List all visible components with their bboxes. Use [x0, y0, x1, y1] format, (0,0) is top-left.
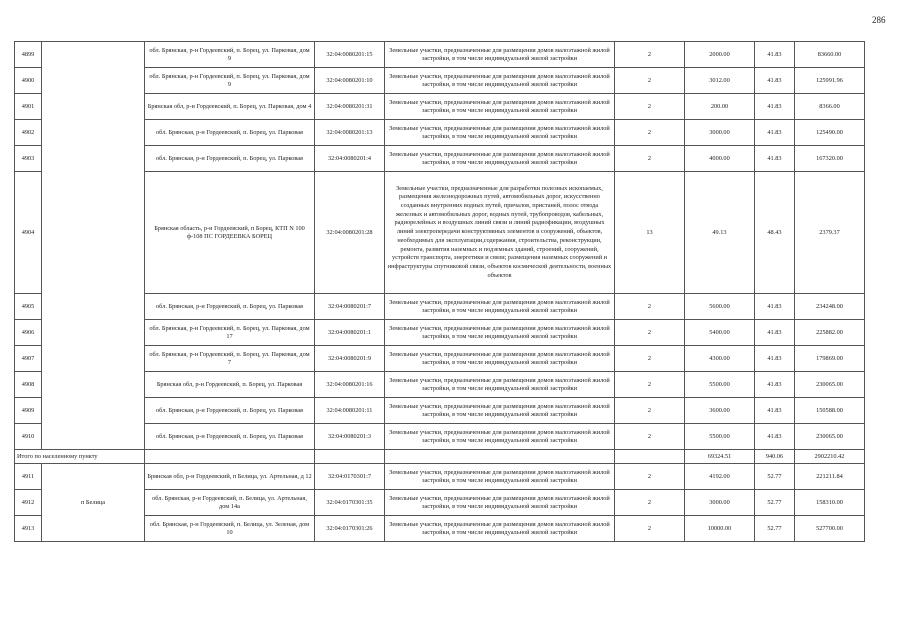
- land-use-cell: Земельные участки, предназначенные для размещения домов малоэтажной жилой застройки, в том числе индивидуальной жилой застройки: [385, 294, 615, 320]
- cadastral-number-cell: 32:04:0080201:28: [315, 172, 385, 294]
- area-cell: 2000.00: [685, 42, 755, 68]
- cadastral-number-cell: 32:04:0080201:31: [315, 94, 385, 120]
- specific-value-cell: 41.83: [755, 294, 795, 320]
- cadastral-number-cell: 32:04:0080201:10: [315, 68, 385, 94]
- cadastral-value-cell: 125991.96: [795, 68, 865, 94]
- area-cell: 5400.00: [685, 320, 755, 346]
- category-cell: 2: [615, 68, 685, 94]
- total-cadastral-value-cell: 2902210.42: [795, 450, 865, 464]
- cadastral-value-cell: 234248.00: [795, 294, 865, 320]
- row-number: 4905: [15, 294, 42, 320]
- address-cell: Брянская область, р-н Гордеевский, п Борец, КТП N 100 ф-108 ПС ГОРДЕЕВКА БОРЕЦ: [145, 172, 315, 294]
- cadastral-value-cell: 2379.37: [795, 172, 865, 294]
- row-number: 4900: [15, 68, 42, 94]
- area-cell: 4300.00: [685, 346, 755, 372]
- land-use-cell: Земельные участки, предназначенные для размещения домов малоэтажной жилой застройки, в том числе индивидуальной жилой застройки: [385, 398, 615, 424]
- land-use-cell: Земельные участки, предназначенные для размещения домов малоэтажной жилой застройки, в том числе индивидуальной жилой застройки: [385, 320, 615, 346]
- empty-cell: [145, 450, 315, 464]
- row-number: 4902: [15, 120, 42, 146]
- address-cell: Брянская обл, р-н Гордеевский, п. Борец, ул. Парковая: [145, 372, 315, 398]
- area-cell: 5500.00: [685, 372, 755, 398]
- cadastral-number-cell: 32:04:0080201:16: [315, 372, 385, 398]
- address-cell: обл. Брянская, р-н Гордеевский, п. Борец, ул. Парковая: [145, 120, 315, 146]
- land-use-cell: Земельные участки, предназначенные для размещения домов малоэтажной жилой застройки, в том числе индивидуальной жилой застройки: [385, 424, 615, 450]
- specific-value-cell: 52.77: [755, 490, 795, 516]
- cadastral-table: [14, 41, 865, 542]
- cadastral-number-cell: 32:04:0080201:9: [315, 346, 385, 372]
- specific-value-cell: 41.83: [755, 68, 795, 94]
- cadastral-number-cell: 32:04:0170301:35: [315, 490, 385, 516]
- category-cell: 2: [615, 516, 685, 542]
- row-number: 4909: [15, 398, 42, 424]
- area-cell: 3000.00: [685, 120, 755, 146]
- total-row: [15, 450, 865, 464]
- area-cell: 200.00: [685, 94, 755, 120]
- category-cell: 13: [615, 172, 685, 294]
- specific-value-cell: 48.43: [755, 172, 795, 294]
- row-number: 4899: [15, 42, 42, 68]
- row-number: 4901: [15, 94, 42, 120]
- row-number: 4904: [15, 172, 42, 294]
- area-cell: 4000.00: [685, 146, 755, 172]
- total-label: Итого по населенному пункту: [15, 450, 145, 464]
- cadastral-number-cell: 32:04:0080201:13: [315, 120, 385, 146]
- area-cell: 4192.00: [685, 464, 755, 490]
- specific-value-cell: 41.83: [755, 120, 795, 146]
- category-cell: 2: [615, 372, 685, 398]
- cadastral-number-cell: 32:04:0080201:15: [315, 42, 385, 68]
- address-cell: обл. Брянская, р-н Гордеевский, п. Борец, ул. Парковая: [145, 424, 315, 450]
- category-cell: 2: [615, 294, 685, 320]
- category-cell: 2: [615, 424, 685, 450]
- specific-value-cell: 41.83: [755, 320, 795, 346]
- cadastral-value-cell: 167320.00: [795, 146, 865, 172]
- row-number: 4903: [15, 146, 42, 172]
- cadastral-value-cell: 225882.00: [795, 320, 865, 346]
- specific-value-cell: 41.83: [755, 398, 795, 424]
- row-number: 4908: [15, 372, 42, 398]
- specific-value-cell: 52.77: [755, 516, 795, 542]
- cadastral-number-cell: 32:04:0170301:26: [315, 516, 385, 542]
- address-cell: обл. Брянская, р-н Гордеевский, п. Борец, ул. Парковая, дом 17: [145, 320, 315, 346]
- specific-value-cell: 41.83: [755, 94, 795, 120]
- category-cell: 2: [615, 146, 685, 172]
- cadastral-number-cell: 32:04:0080201:1: [315, 320, 385, 346]
- address-cell: обл. Брянская, р-н Гордеевский, п. Борец, ул. Парковая, дом 7: [145, 346, 315, 372]
- area-cell: 3012.00: [685, 68, 755, 94]
- land-use-cell: Земельные участки, предназначенные для размещения домов малоэтажной жилой застройки, в том числе индивидуальной жилой застройки: [385, 146, 615, 172]
- table-row: [15, 464, 865, 490]
- address-cell: обл. Брянская, р-н Гордеевский, п. Борец, ул. Парковая: [145, 146, 315, 172]
- total-area-cell: 69324.51: [685, 450, 755, 464]
- category-cell: 2: [615, 120, 685, 146]
- address-cell: обл. Брянская, р-н Гордеевский, п. Борец, ул. Парковая: [145, 398, 315, 424]
- cadastral-number-cell: 32:04:0170301:7: [315, 464, 385, 490]
- address-cell: Брянская обл, р-н Гордеевский, п Белица, ул. Артельная, д 12: [145, 464, 315, 490]
- empty-cell: [315, 450, 385, 464]
- row-number: 4906: [15, 320, 42, 346]
- locality-cell: п Белица: [42, 464, 145, 542]
- specific-value-cell: 41.83: [755, 146, 795, 172]
- total-specific-value-cell: 940.06: [755, 450, 795, 464]
- category-cell: 2: [615, 42, 685, 68]
- category-cell: 2: [615, 464, 685, 490]
- specific-value-cell: 41.83: [755, 42, 795, 68]
- cadastral-value-cell: 158310.00: [795, 490, 865, 516]
- cadastral-value-cell: 221211.84: [795, 464, 865, 490]
- land-use-cell: Земельные участки, предназначенные для размещения домов малоэтажной жилой застройки, в том числе индивидуальной жилой застройки: [385, 346, 615, 372]
- category-cell: 2: [615, 346, 685, 372]
- address-cell: обл. Брянская, р-н Гордеевский, п. Белица, ул. Зеленая, дом 10: [145, 516, 315, 542]
- cadastral-value-cell: 179869.00: [795, 346, 865, 372]
- specific-value-cell: 41.83: [755, 372, 795, 398]
- land-use-cell: Земельные участки, предназначенные для размещения домов малоэтажной жилой застройки, в том числе индивидуальной жилой застройки: [385, 372, 615, 398]
- cadastral-number-cell: 32:04:0080201:3: [315, 424, 385, 450]
- empty-cell: [615, 450, 685, 464]
- row-number: 4907: [15, 346, 42, 372]
- land-use-cell: Земельные участки, предназначенные для размещения домов малоэтажной жилой застройки, в том числе индивидуальной жилой застройки: [385, 464, 615, 490]
- area-cell: 49.13: [685, 172, 755, 294]
- cadastral-number-cell: 32:04:0080201:11: [315, 398, 385, 424]
- address-cell: обл. Брянская, р-н Гордеевский, п. Борец, ул. Парковая: [145, 294, 315, 320]
- row-number: 4912: [15, 490, 42, 516]
- row-number: 4910: [15, 424, 42, 450]
- locality-cell: [42, 42, 145, 450]
- page-number: 286: [872, 15, 886, 25]
- cadastral-number-cell: 32:04:0080201:4: [315, 146, 385, 172]
- land-use-cell: Земельные участки, предназначенные для размещения домов малоэтажной жилой застройки, в том числе индивидуальной жилой застройки: [385, 490, 615, 516]
- cadastral-value-cell: 83660.00: [795, 42, 865, 68]
- cadastral-value-cell: 150588.00: [795, 398, 865, 424]
- land-use-cell: Земельные участки, предназначенные для размещения домов малоэтажной жилой застройки, в том числе индивидуальной жилой застройки: [385, 516, 615, 542]
- specific-value-cell: 52.77: [755, 464, 795, 490]
- cadastral-value-cell: 125490.00: [795, 120, 865, 146]
- cadastral-value-cell: 230065.00: [795, 372, 865, 398]
- address-cell: обл. Брянская, р-н Гордеевский, п. Борец, ул. Парковая, дом 9: [145, 68, 315, 94]
- area-cell: 3600.00: [685, 398, 755, 424]
- category-cell: 2: [615, 94, 685, 120]
- address-cell: обл. Брянская, р-н Гордеевский, п. Белица, ул. Артельная, дом 14а: [145, 490, 315, 516]
- area-cell: 5600.00: [685, 294, 755, 320]
- specific-value-cell: 41.83: [755, 346, 795, 372]
- area-cell: 3000.00: [685, 490, 755, 516]
- land-use-cell: Земельные участки, предназначенные для разработки полезных ископаемых, размещения железнодорожных путей, автомобильных дорог, искусственно созданных внутренних водных путей, причалов, пристаней, полос отвода железных и автомобильных дорог, водных путей, трубопроводов, кабельных, радиорелейных и воздушных линий связи и линий радиофикации, воздушных линий электропередачи конструктивных элементов и сооружений, объектов, необходимых для эксплуатации,содержания, строительства, реконструкции, ремонта, развития наземных и подземных зданий, строений, сооружений, устройств транспорта, энергетики и связи; размещения наземных сооружений и инфраструктуры спутниковой связи, объектов космической деятельности, военных объектов: [385, 172, 615, 294]
- address-cell: Брянская обл, р-н Гордеевский, п. Борец, ул. Парковая, дом 4: [145, 94, 315, 120]
- row-number: 4913: [15, 516, 42, 542]
- land-use-cell: Земельные участки, предназначенные для размещения домов малоэтажной жилой застройки, в том числе индивидуальной жилой застройки: [385, 42, 615, 68]
- category-cell: 2: [615, 320, 685, 346]
- cadastral-value-cell: 8366.00: [795, 94, 865, 120]
- land-use-cell: Земельные участки, предназначенные для размещения домов малоэтажной жилой застройки, в том числе индивидуальной жилой застройки: [385, 120, 615, 146]
- area-cell: 10000.00: [685, 516, 755, 542]
- row-number: 4911: [15, 464, 42, 490]
- address-cell: обл. Брянская, р-н Гордеевский, п. Борец, ул. Парковая, дом 9: [145, 42, 315, 68]
- table-row: [15, 42, 865, 68]
- specific-value-cell: 41.83: [755, 424, 795, 450]
- land-use-cell: Земельные участки, предназначенные для размещения домов малоэтажной жилой застройки, в том числе индивидуальной жилой застройки: [385, 68, 615, 94]
- area-cell: 5500.00: [685, 424, 755, 450]
- category-cell: 2: [615, 490, 685, 516]
- empty-cell: [385, 450, 615, 464]
- cadastral-value-cell: 527700.00: [795, 516, 865, 542]
- cadastral-value-cell: 230065.00: [795, 424, 865, 450]
- category-cell: 2: [615, 398, 685, 424]
- cadastral-number-cell: 32:04:0080201:7: [315, 294, 385, 320]
- land-use-cell: Земельные участки, предназначенные для размещения домов малоэтажной жилой застройки, в том числе индивидуальной жилой застройки: [385, 94, 615, 120]
